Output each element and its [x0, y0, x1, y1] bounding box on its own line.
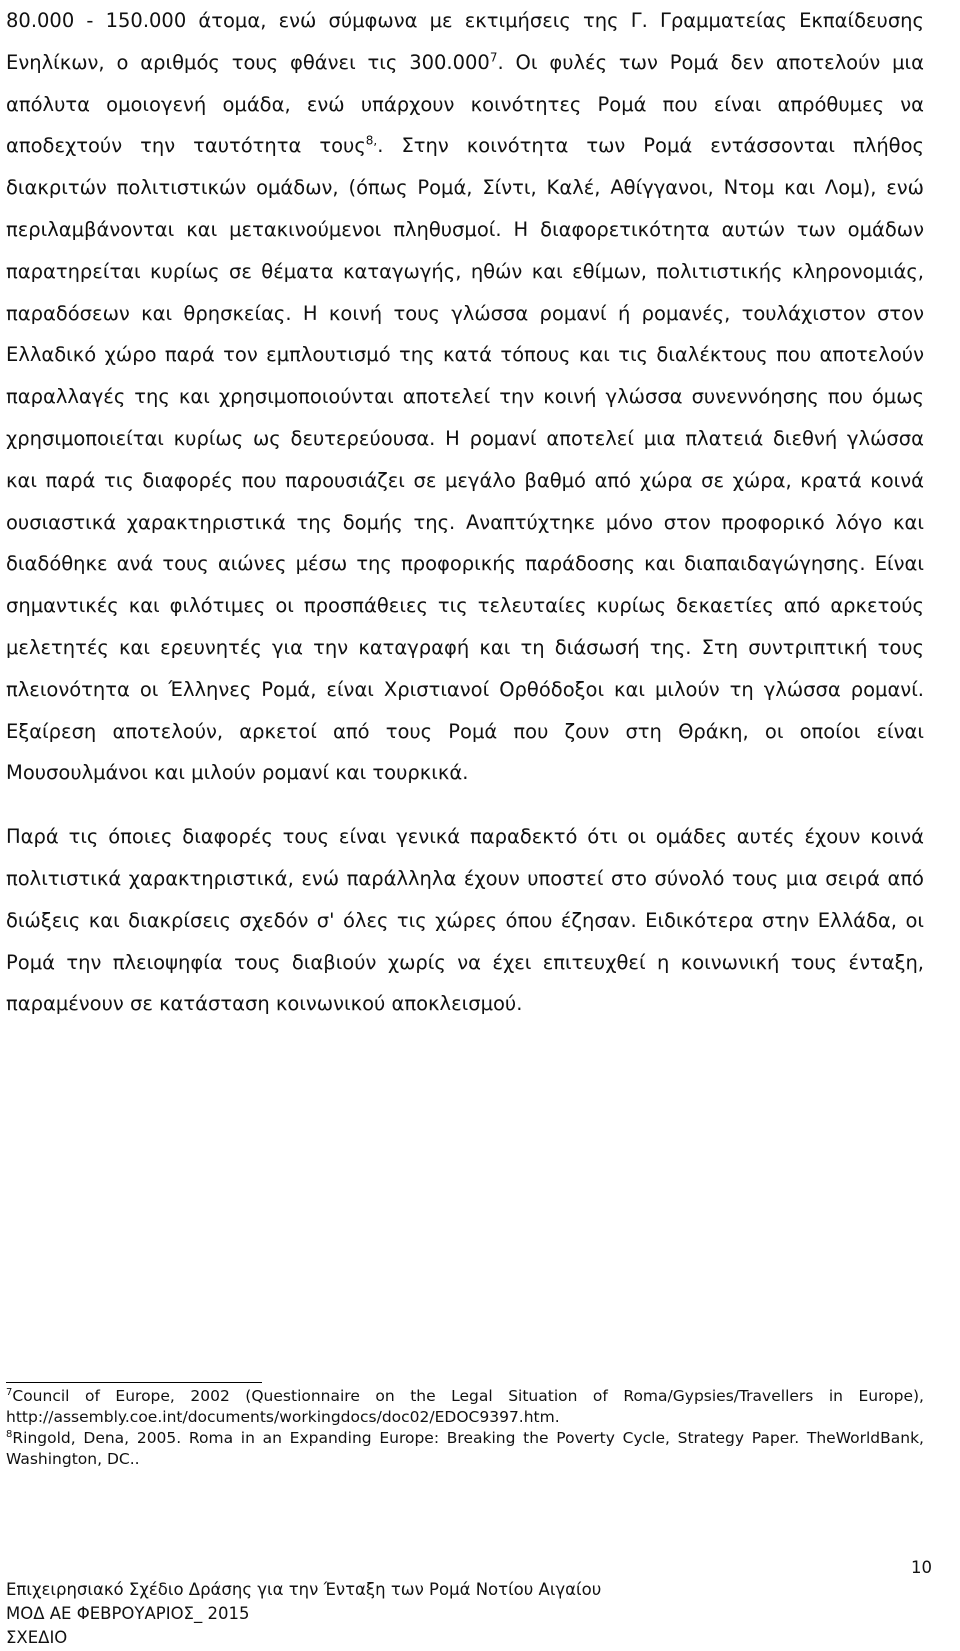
footer-org-date: ΜΟΔ ΑΕ ΦΕΒΡΟΥΑΡΙΟΣ_ 2015 — [6, 1604, 250, 1623]
page-number: 10 — [911, 1558, 932, 1577]
footnote-ref-8[interactable]: 8, — [365, 133, 378, 148]
footnote-number: 7 — [6, 1386, 13, 1398]
footnotes — [6, 1386, 924, 1470]
footnote-text: Council of Europe, 2002 (Questionnaire on the Legal Situation of Roma/Gypsies/Travellers in Europe), http://assembly.coe.int/documents/workingdocs/doc02/EDOC9397.htm. — [6, 1387, 924, 1426]
footnote-number: 8 — [6, 1428, 13, 1440]
page-footer — [6, 1578, 866, 1650]
paragraph-1 — [6, 0, 924, 794]
footnote-separator — [6, 1382, 262, 1383]
paragraph-1-part-a: 80.000 - 150.000 άτομα, ενώ σύμφωνα με εκτιμήσεις της Γ. Γραμματείας Εκπαίδευσης Ενηλίκων, ο αριθμός τους φθάνει τις 300.000 — [6, 9, 924, 74]
footnote-8 — [6, 1428, 924, 1470]
paragraph-1-part-c: . Στην κοινότητα των Ρομά εντάσσονται πλήθος διακριτών πολιτιστικών ομάδων, (όπως Ρομά, Σίντι, Καλέ, Αθίγγανοι, Ντομ και Λομ), ενώ περιλαμβάνονται και μετακινούμενοι πληθυσμοί. Η διαφορετικότητα αυτών των ομάδων παρατηρείται κυρίως σε θέματα καταγωγής, ηθών και εθίμων, πολιτιστικής κληρονομιάς, παραδόσεων και θρησκείας. Η κοινή τους γλώσσα ρομανί ή ρομανές, τουλάχιστον στον Ελλαδικό χώρο παρά τον εμπλουτισμό της κατά τόπους και τις διαλέκτους που αποτελούν παραλλαγές της και χρησιμοποιούνται αποτελεί την κοινή γλώσσα συνεννόησης που όμως χρησιμοποιείται κυρίως ως δευτερεύουσα. Η ρομανί αποτελεί μια πλατειά διεθνή γλώσσα και παρά τις διαφορές που παρουσιάζει σε μεγάλο βαθμό από χώρα σε χώρα, κρατά κοινά ουσιαστικά χαρακτηριστικά της δομής της. Αναπτύχτηκε μόνο στον προφορικό λόγο και διαδόθηκε ανά τους αιώνες μέσω της προφορικής παράδοσης και διαπαιδαγώγησης. Είναι σημαντικές και φιλότιμες οι προσπάθειες τις τελευταίες κυρίως δεκαετίες από αρκετούς μελετητές και ερευνητές για την καταγραφή και τη διάσωσή της. Στη συντριπτική τους πλειονότητα οι Έλληνες Ρομά, είναι Χριστιανοί Ορθόδοξοι και μιλούν τη γλώσσα ρομανί. Εξαίρεση αποτελούν, αρκετοί από τους Ρομά που ζουν στη Θράκη, οι οποίοι είναι Μουσουλμάνοι και μιλούν ρομανί και τουρκικά. — [6, 134, 924, 785]
paragraph-2: Παρά τις όποιες διαφορές τους είναι γενικά παραδεκτό ότι οι ομάδες αυτές έχουν κοινά πολιτιστικά χαρακτηριστικά, ενώ παράλληλα έχουν υποστεί στο σύνολό τους μια σειρά από διώξεις και διακρίσεις σχεδόν σ' όλες τις χώρες όπου έζησαν. Ειδικότερα στην Ελλάδα, οι Ρομά την πλειοψηφία τους διαβιούν χωρίς να έχει επιτευχθεί η κοινωνική τους ένταξη, παραμένουν σε κατάσταση κοινωνικού αποκλεισμού. — [6, 825, 924, 1016]
footnote-7 — [6, 1386, 924, 1428]
footer-title: Επιχειρησιακό Σχέδιο Δράσης για την Ένταξη των Ρομά Νοτίου Αιγαίου — [6, 1580, 602, 1599]
paragraph-1-part-b: . Οι φυλές των Ρομά δεν αποτελούν μια απόλυτα ομοιογενή ομάδα, ενώ υπάρχουν κοινότητες Ρομά που είναι απρόθυμες να αποδεχτούν την ταυτότητα τους — [6, 50, 924, 158]
body-text — [6, 0, 924, 1025]
footer-draft-label: ΣΧΕΔΙΟ — [6, 1628, 68, 1647]
footnote-text: Ringold, Dena, 2005. Roma in an Expanding Europe: Breaking the Poverty Cycle, Strategy Paper. TheWorldBank, Washington, DC.. — [6, 1429, 924, 1468]
footnote-ref-7[interactable]: 7 — [489, 50, 498, 65]
